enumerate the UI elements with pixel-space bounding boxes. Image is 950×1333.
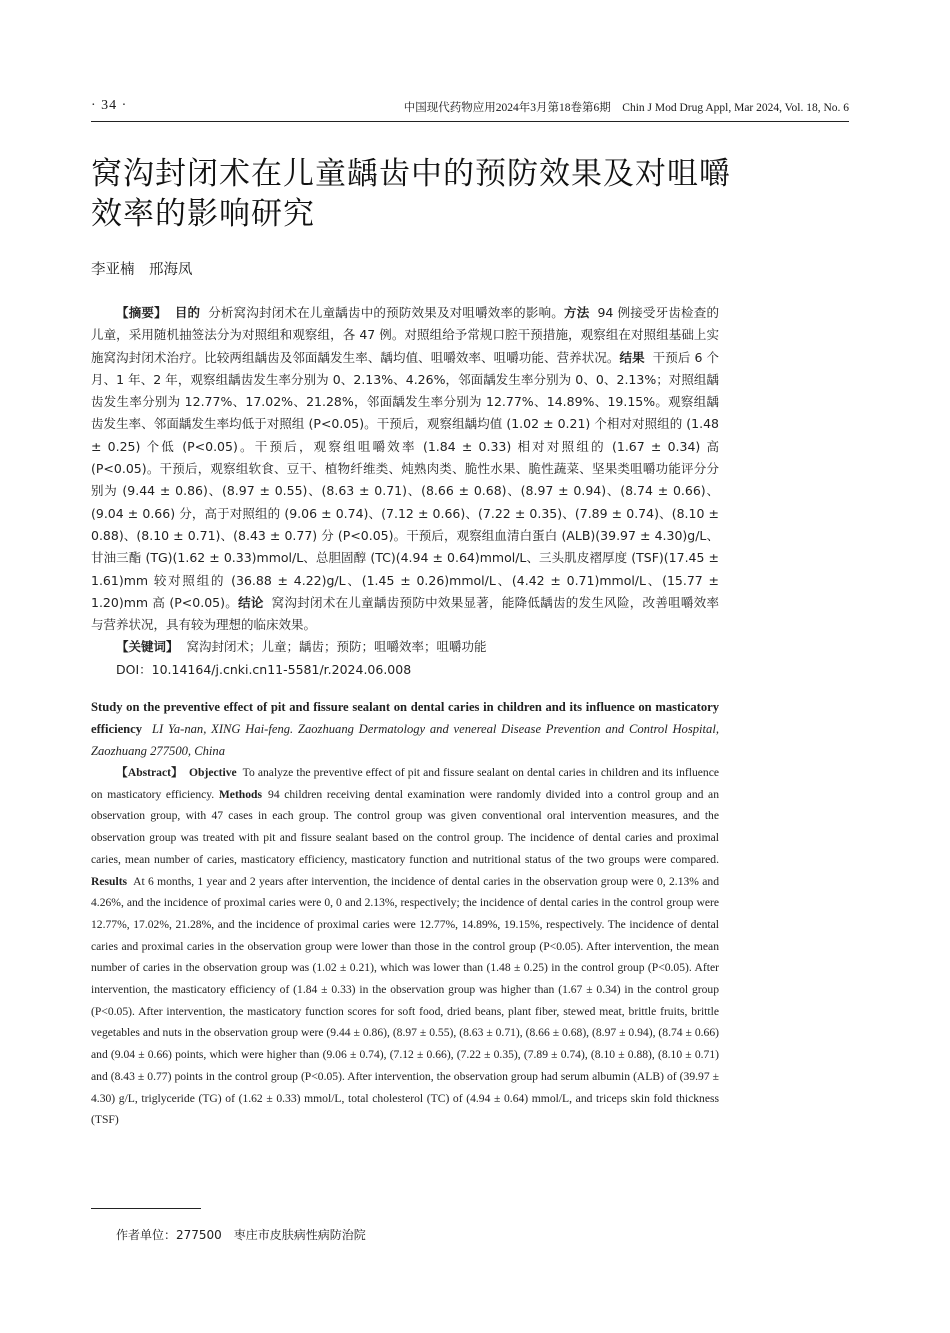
abstract-label: 【摘要】 (116, 305, 167, 320)
results-text: 干预后 6 个月、1 年、2 年，观察组龋齿发生率分别为 0、2.13%、4.26%，邻面龋发生率分别为 0、0、2.13%；对照组龋齿发生率分别为 12.77%、17.02%、21.28%，邻面龋发生率分别为 12.77%、14.89%、19.15%。观察组龋齿发生率、邻面龋发生率均低于对照组 (P<0.05)。干预后，观察组龋均值 (1.02 ± 0.21) 个相对对照组的 (1.48 ± 0.25) 个低 (P<0.05)。干预后，观察组咀嚼效率 (1.84 ± 0.33) 相对对照组的 (1.67 ± 0.34) 高 (P<0.05)。干预后，观察组软食、豆干、植物纤维类、炖熟肉类、脆性水果、脆性蔬菜、坚果类咀嚼功能评分分别为 (9.44 ± 0.86)、(8.97 ± 0.55)、(8.63 ± 0.71)、(8.66 ± 0.68)、(8.97 ± 0.94)、(8.74 ± 0.66)、(9.04 ± 0.66) 分，高于对照组的 (9.06 ± 0.74)、(7.12 ± 0.66)、(7.22 ± 0.35)、(7.89 ± 0.74)、(8.10 ± 0.88)、(8.10 ± 0.71)、(8.43 ± 0.77) 分 (P<0.05)。干预后，观察组血清白蛋白 (ALB)(39.97 ± 4.30)g/L、甘油三酯 (TG)(1.62 ± 0.33)mmol/L、总胆固醇 (TC)(4.94 ± 0.64)mmol/L、三头肌皮褶厚度 (TSF)(17.45 ± 1.61)mm 较对照组的 (36.88 ± 4.22)g/L、(1.45 ± 0.26)mmol/L、(4.42 ± 0.71)mmol/L、(15.77 ± 1.20)mm 高 (P<0.05)。 (91, 349, 719, 610)
keywords-line (91, 636, 719, 658)
results-label: 结果 (619, 349, 645, 365)
conclusion-label: 结论 (238, 594, 264, 610)
abstract-label-english: 【Abstract】 (116, 766, 184, 779)
methods-label-english: Methods (218, 787, 263, 801)
methods-label: 方法 (564, 305, 590, 320)
abstract-chinese-body (91, 302, 719, 636)
english-title-line (91, 696, 719, 762)
doi-line (91, 659, 719, 681)
results-label-english: Results (91, 874, 128, 888)
page-number: · 34 · (91, 98, 128, 113)
footnote-divider (91, 1208, 201, 1209)
methods-text: 94 例接受牙齿检查的儿童，采用随机抽签法分为对照组和观察组，各 47 例。对照组给予常规口腔干预措施，观察组在对照组基础上实施窝沟封闭术治疗。比较两组龋齿及邻面龋发生率、龋均值、咀嚼效率、咀嚼功能、营养状况。 (91, 305, 719, 365)
abstract-english (91, 762, 719, 1131)
english-section (91, 696, 719, 1131)
abstract-chinese (91, 302, 719, 681)
journal-info: 中国现代药物应用2024年3月第18卷第6期 Chin J Mod Drug Appl, Mar 2024, Vol. 18, No. 6 (403, 102, 849, 114)
article-title-chinese: 窝沟封闭术在儿童龋齿中的预防效果及对咀嚼效率的影响研究 (91, 156, 731, 232)
english-authors-affiliation: LI Ya-nan, XING Hai-feng. Zaozhuang Dermatology and venereal Disease Prevention and Control Hospital, Zaozhuang 277500, China (91, 722, 719, 758)
objective-text-english: To analyze the preventive effect of pit and fissure sealant on dental caries in children and its influence on masticatory efficiency. (91, 766, 719, 801)
keywords-label: 【关键词】 (116, 639, 179, 655)
methods-text-english: 94 children receiving dental examination were randomly divided into a control group and an observation group, with 47 cases in each group. The control group was given conventional oral intervention measures, and the observation group was treated with pit and fissure sealant based on the control group. The incidence of dental caries and proximal caries, mean number of caries, masticatory efficiency, masticatory function and nutritional status of the two groups were compared. (91, 787, 719, 866)
conclusion-text: 窝沟封闭术在儿童龋齿预防中效果显著，能降低龋齿的发生风险，改善咀嚼效率与营养状况，具有较为理想的临床效果。 (91, 594, 719, 633)
keywords-text: 窝沟封闭术；儿童；龋齿；预防；咀嚼效率；咀嚼功能 (186, 639, 487, 655)
objective-label: 目的 (174, 305, 201, 320)
results-text-english: At 6 months, 1 year and 2 years after intervention, the incidence of dental caries in the observation group were 0, 2.13% and 4.26%, and the incidence of proximal caries were 0, 0 and 2.13%, respectively; the incidence of dental caries in the control group were 12.77%, 17.02%, 21.28%, and the incidence of proximal caries were 12.77%, 14.89%, 19.15%, respectively. The incidence of dental caries and proximal caries in the observation group were lower than those in the control group (P<0.05). After intervention, the mean number of caries in the observation group was (1.02 ± 0.21), which was lower than (1.48 ± 0.25) in the control group (P<0.05). After intervention, the masticatory efficiency of (1.84 ± 0.33) in the observation group was higher than (1.67 ± 0.34) in the control group (P<0.05). After intervention, the masticatory function scores for soft food, dried beans, plant fiber, stewed meat, brittle fruits, brittle vegetables and nuts in the observation group were (9.44 ± 0.86), (8.97 ± 0.55), (8.63 ± 0.71), (8.66 ± 0.68), (8.97 ± 0.94), (8.74 ± 0.66) and (9.04 ± 0.66) points, which were higher than (9.06 ± 0.74), (7.12 ± 0.66), (7.22 ± 0.35), (7.89 ± 0.74), (8.10 ± 0.88), (8.10 ± 0.71) and (8.43 ± 0.77) points in the control group (P<0.05). After intervention, the observation group had serum albumin (ALB) of (39.97 ± 4.30) g/L, triglyceride (TG) of (1.62 ± 0.33) mmol/L, total cholesterol (TC) of (4.94 ± 0.64) mmol/L, and triceps skin fold thickness (TSF) (91, 874, 719, 1127)
objective-label-english: Objective (189, 766, 237, 779)
running-header (91, 98, 849, 122)
article-title-english: Study on the preventive effect of pit and fissure sealant on dental caries in children and its influence on masticatory efficiency (91, 700, 719, 736)
objective-text: 分析窝沟封闭术在儿童龋齿中的预防效果及对咀嚼效率的影响。 (208, 305, 565, 320)
author-affiliation-footnote: 作者单位：277500 枣庄市皮肤病性病防治院 (116, 1228, 366, 1242)
doi-text: DOI：10.14164/j.cnki.cn11-5581/r.2024.06.008 (116, 661, 412, 677)
authors-chinese: 李亚楠 邢海凤 (91, 262, 193, 278)
